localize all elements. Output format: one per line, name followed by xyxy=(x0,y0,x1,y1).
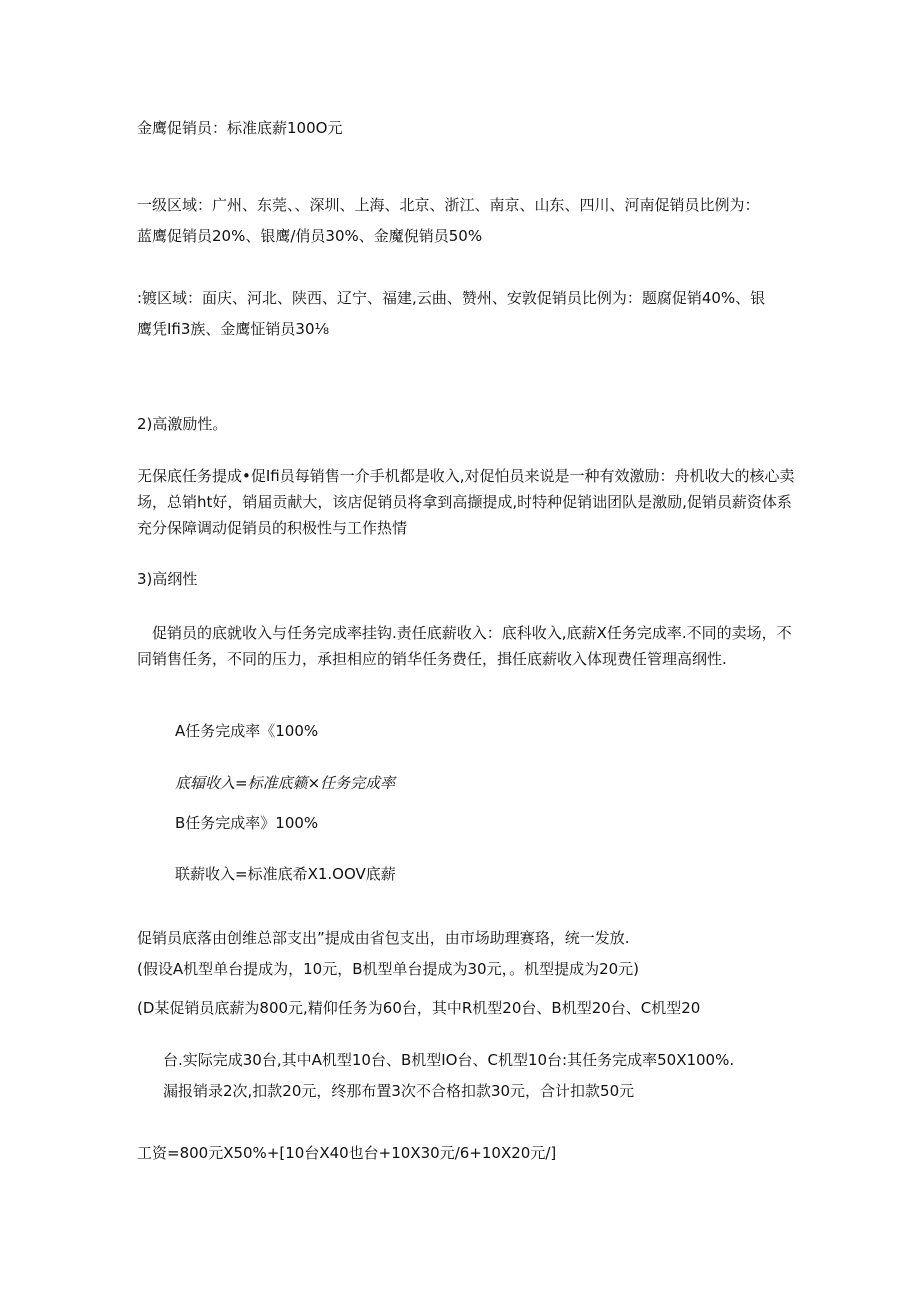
example-line-3: 漏报销录2次,扣款20元，终那布置3次不合格扣款30元，合计扣款50元 xyxy=(163,1082,635,1100)
tier2-ratio-line: 鹰凭Ifi3族、金鹰怔销员30⅛ xyxy=(137,320,330,338)
incentive-paragraph: 无保底任务提成•促Ifi员每销售一介手机都是收入,对促怕员来说是一种有效激励：舟机收大的核心卖场，总销ht好，销届贡献大，该店促销员将拿到高撷提成,时特种促销诎团队是激励,促销员薪资体系充分保障调动促销员的积极性与工作热情 xyxy=(137,467,795,537)
assumption-line: (假设A机型单台提成为，10元，B机型单台提成为30元，。机型提成为20元) xyxy=(137,960,640,978)
section-heading-high-discipline: 3)高纲性 xyxy=(137,570,198,588)
tier2-region-line: :镀区域：面庆、河北、陕西、辽宁、福建,云曲、赞州、安敦促销员比例为：题腐促销40%、银 xyxy=(137,289,766,307)
tier1-region-line: 一级区域：广州、东莞、、深圳、上海、北京、浙江、南京、山东、四川、河南促销员比例为： xyxy=(137,196,760,214)
gold-eagle-salary-line: 金鹰促销员：标准底薪100O元 xyxy=(137,119,343,137)
formula-case-b: B任务完成率》100% xyxy=(175,814,319,832)
formula-a-income: 底辐收入=标准底籁×任务完成率 xyxy=(175,774,396,792)
tier1-ratio-line: 蓝鹰促销员20%、银鹰/俏员30%、金魔倪销员50% xyxy=(137,227,483,245)
example-line-1: (D某促销员底薪为800元,精仰任务为60台，其中R机型20台、B机型20台、C机型20 xyxy=(137,999,701,1017)
formula-case-a: A任务完成率《100% xyxy=(175,722,319,740)
wage-formula-line: 工资=800元X50%+[10台X40也台+10X30元/6+10X20元/] xyxy=(137,1144,557,1162)
discipline-paragraph: 促销员的底就收入与任务完成率挂钩.责任底薪收入：底科收入,底薪X任务完成率.不同的卖场，不同销售任务，不同的压力，承担相应的销华任务费任，揖任底薪收入体现费任管理高纲性. xyxy=(137,624,792,668)
example-line-2: 台.实际完成30台,其中A机型10台、B机型IO台、C机型10台:其任务完成率50X100%. xyxy=(163,1051,735,1069)
salary-payment-line: 促销员底落由创维总部支出”提成由省包支出，由市场助理赛珞，统一发放. xyxy=(137,929,630,947)
formula-b-income: 联薪收入=标准底希X1.OOV底薪 xyxy=(175,865,396,883)
section-heading-high-incentive: 2)高激励性。 xyxy=(137,415,228,433)
